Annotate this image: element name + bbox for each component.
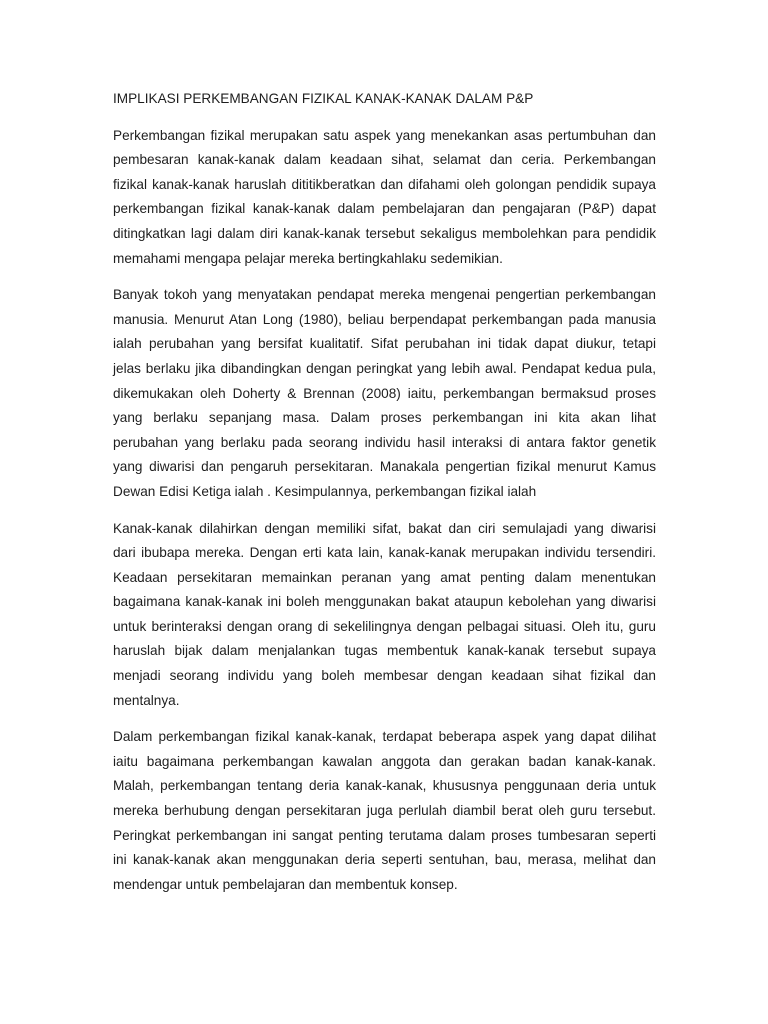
text-line: Kanak-kanak dilahirkan dengan memiliki sifat, bakat dan ciri semulajadi yang diwarisi [113,520,656,536]
text-line: fizikal kanak-kanak haruslah dititikberatkan dan difahami oleh golongan pendidik supaya [113,176,656,192]
text-line: yang berlaku sepanjang masa. Dalam proses perkembangan ini kita akan lihat [113,410,656,426]
text-line: dari ibubapa mereka. Dengan erti kata lain, kanak-kanak merupakan individu tersendiri. [113,545,656,561]
text-line: bagaimana kanak-kanak ini boleh menggunakan bakat ataupun kebolehan yang diwarisi [113,594,656,610]
text-line: yang diwarisi dan pengaruh persekitaran. Manakala pengertian fizikal menurut Kamus [113,459,656,475]
text-line: ditingkatkan lagi dalam diri kanak-kanak tersebut sekaligus membolehkan para pendidik [113,225,656,241]
paragraph-3 [113,517,656,714]
document-body [113,87,656,909]
text-line: perkembangan fizikal kanak-kanak dalam pembelajaran dan pengajaran (P&P) dapat [113,201,656,217]
text-line: ini kanak-kanak akan menggunakan deria seperti sentuhan, bau, merasa, melihat dan [113,852,656,868]
paragraph-4 [113,725,656,897]
text-line: perubahan yang berlaku pada seorang individu hasil interaksi di antara faktor genetik [113,434,656,450]
text-line: Dewan Edisi Ketiga ialah . Kesimpulannya, perkembangan fizikal ialah [113,483,537,499]
text-line: haruslah bijak dalam menjalankan tugas membentuk kanak-kanak tersebut supaya [113,643,656,659]
document-title: IMPLIKASI PERKEMBANGAN FIZIKAL KANAK-KANAK DALAM P&P [113,91,534,106]
text-line: dikemukakan oleh Doherty & Brennan (2008) iaitu, perkembangan bermaksud proses [113,385,656,401]
text-line: Banyak tokoh yang menyatakan pendapat mereka mengenai pengertian perkembangan [113,287,656,303]
text-line: Peringkat perkembangan ini sangat penting terutama dalam proses tumbesaran seperti [113,827,656,843]
text-line: Keadaan persekitaran memainkan peranan yang amat penting dalam menentukan [113,569,656,585]
text-line: Dalam perkembangan fizikal kanak-kanak, terdapat beberapa aspek yang dapat dilihat [113,729,656,745]
text-line: mentalnya. [113,692,180,708]
text-line: mereka berhubung dengan persekitaran juga perlulah diambil berat oleh guru tersebut. [113,803,656,819]
text-line: Perkembangan fizikal merupakan satu aspek yang menekankan asas pertumbuhan dan [113,127,656,143]
text-line: menjadi seorang individu yang boleh membesar dengan keadaan sihat fizikal dan [113,668,656,684]
text-line: jelas berlaku jika dibandingkan dengan peringkat yang lebih awal. Pendapat kedua pula, [113,360,656,376]
text-line: memahami mengapa pelajar mereka bertingkahlaku sedemikian. [113,250,503,266]
text-line: iaitu bagaimana perkembangan kawalan anggota dan gerakan badan kanak-kanak. [113,753,656,769]
text-line: mendengar untuk pembelajaran dan membentuk konsep. [113,876,458,892]
paragraph-1 [113,124,656,272]
text-line: manusia. Menurut Atan Long (1980), beliau berpendapat perkembangan pada manusia [113,311,656,327]
text-line: pembesaran kanak-kanak dalam keadaan sihat, selamat dan ceria. Perkembangan [113,152,656,168]
text-line: Malah, perkembangan tentang deria kanak-kanak, khususnya penggunaan deria untuk [113,778,656,794]
paragraph-2 [113,283,656,504]
text-line: ialah perubahan yang bersifat kualitatif. Sifat perubahan ini tidak dapat diukur, tetapi [113,336,656,352]
text-line: untuk berinteraksi dengan orang di sekelilingnya dengan pelbagai situasi. Oleh itu, guru [113,618,656,634]
